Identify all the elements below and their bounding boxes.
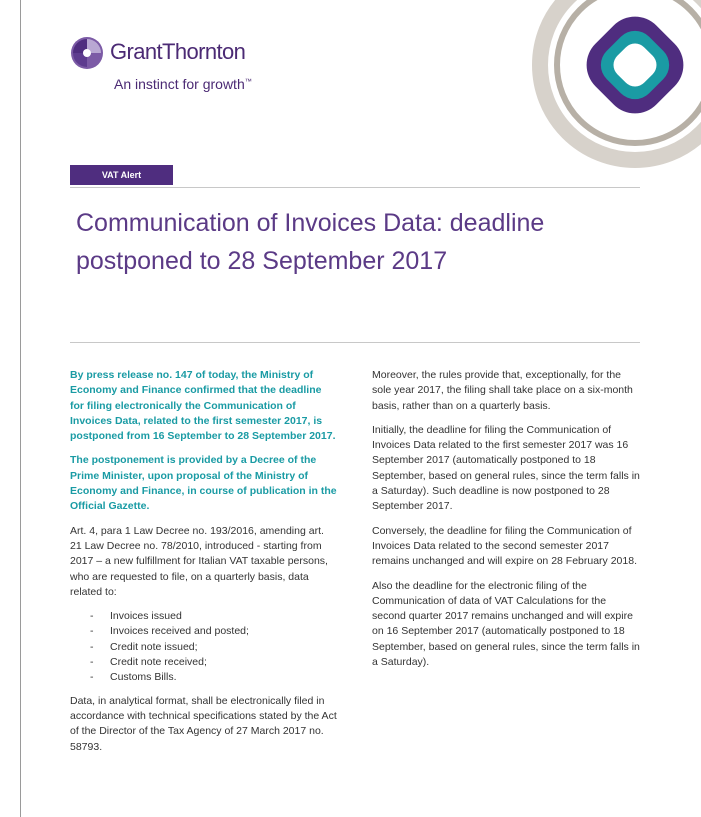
grant-thornton-logo-icon [70, 36, 104, 70]
brand-tagline: An instinct for growth™ [114, 76, 252, 92]
list-item: - Credit note issued; [90, 640, 338, 655]
page-title: Communication of Invoices Data: deadline postponed to 28 September 2017 [76, 209, 545, 275]
body-paragraph: Also the deadline for the electronic filing of the Communication of data of VAT Calculations for the second quarter 2017 remains unchanged and will expire on 16 September 2017 (automatically postponed to 18 September, based on general rules, since the term falls in a Saturday). [372, 579, 640, 669]
body-paragraph: Moreover, the rules provide that, exceptionally, for the sole year 2017, the filing shall take place on a six-month basis, rather than on a quarterly basis. [372, 369, 633, 412]
vat-alert-label: VAT Alert [70, 165, 173, 185]
decorative-rings-graphic [510, 0, 701, 175]
left-column [70, 368, 338, 764]
body-paragraph: Initially, the deadline for filing the Communication of Invoices Data related to the first semester 2017 was 16 September 2017 (automatically postponed to 18 September, based on general rules, since the term falls in a Saturday). Such deadline is now postponed to 28 September 2017. [372, 423, 640, 513]
divider-bottom [70, 342, 640, 343]
body-paragraph: Art. 4, para 1 Law Decree no. 193/2016, amending art. 21 Law Decree no. 78/2010, introduced - starting from 2017 – a new fulfillment for Italian VAT taxable persons, who are requested to file, on a quarterly basis, data related to: [70, 524, 328, 598]
brand-name: GrantThornton [110, 39, 246, 64]
highlight-paragraph-2: The postponement is provided by a Decree of the Prime Minister, upon proposal of the Ministry of Economy and Finance, in course of publication in the Official Gazette. [70, 454, 337, 513]
page-margin-rule [20, 0, 21, 817]
list-item: - Customs Bills. [90, 670, 338, 685]
data-items-list [70, 609, 338, 685]
list-item: - Credit note received; [90, 655, 338, 670]
divider-top [70, 187, 640, 188]
list-item: - Invoices received and posted; [90, 624, 338, 639]
body-paragraph: Conversely, the deadline for filing the Communication of Invoices Data related to the second semester 2017 remains unchanged and will expire on 28 February 2018. [372, 524, 637, 568]
highlight-paragraph-1: By press release no. 147 of today, the Ministry of Economy and Finance confirmed that the deadline for filing electronically the Communication of Invoices Data, related to the first semester 2017, is postponed from 16 September to 28 September 2017. [70, 369, 336, 443]
right-column [372, 368, 640, 679]
body-paragraph: Data, in analytical format, shall be electronically filed in accordance with technical specifications stated by the Act of the Director of the Tax Agency of 27 March 2017 no. 58793. [70, 694, 337, 753]
list-item: - Invoices issued [90, 609, 338, 624]
trademark-symbol: ™ [244, 78, 252, 86]
